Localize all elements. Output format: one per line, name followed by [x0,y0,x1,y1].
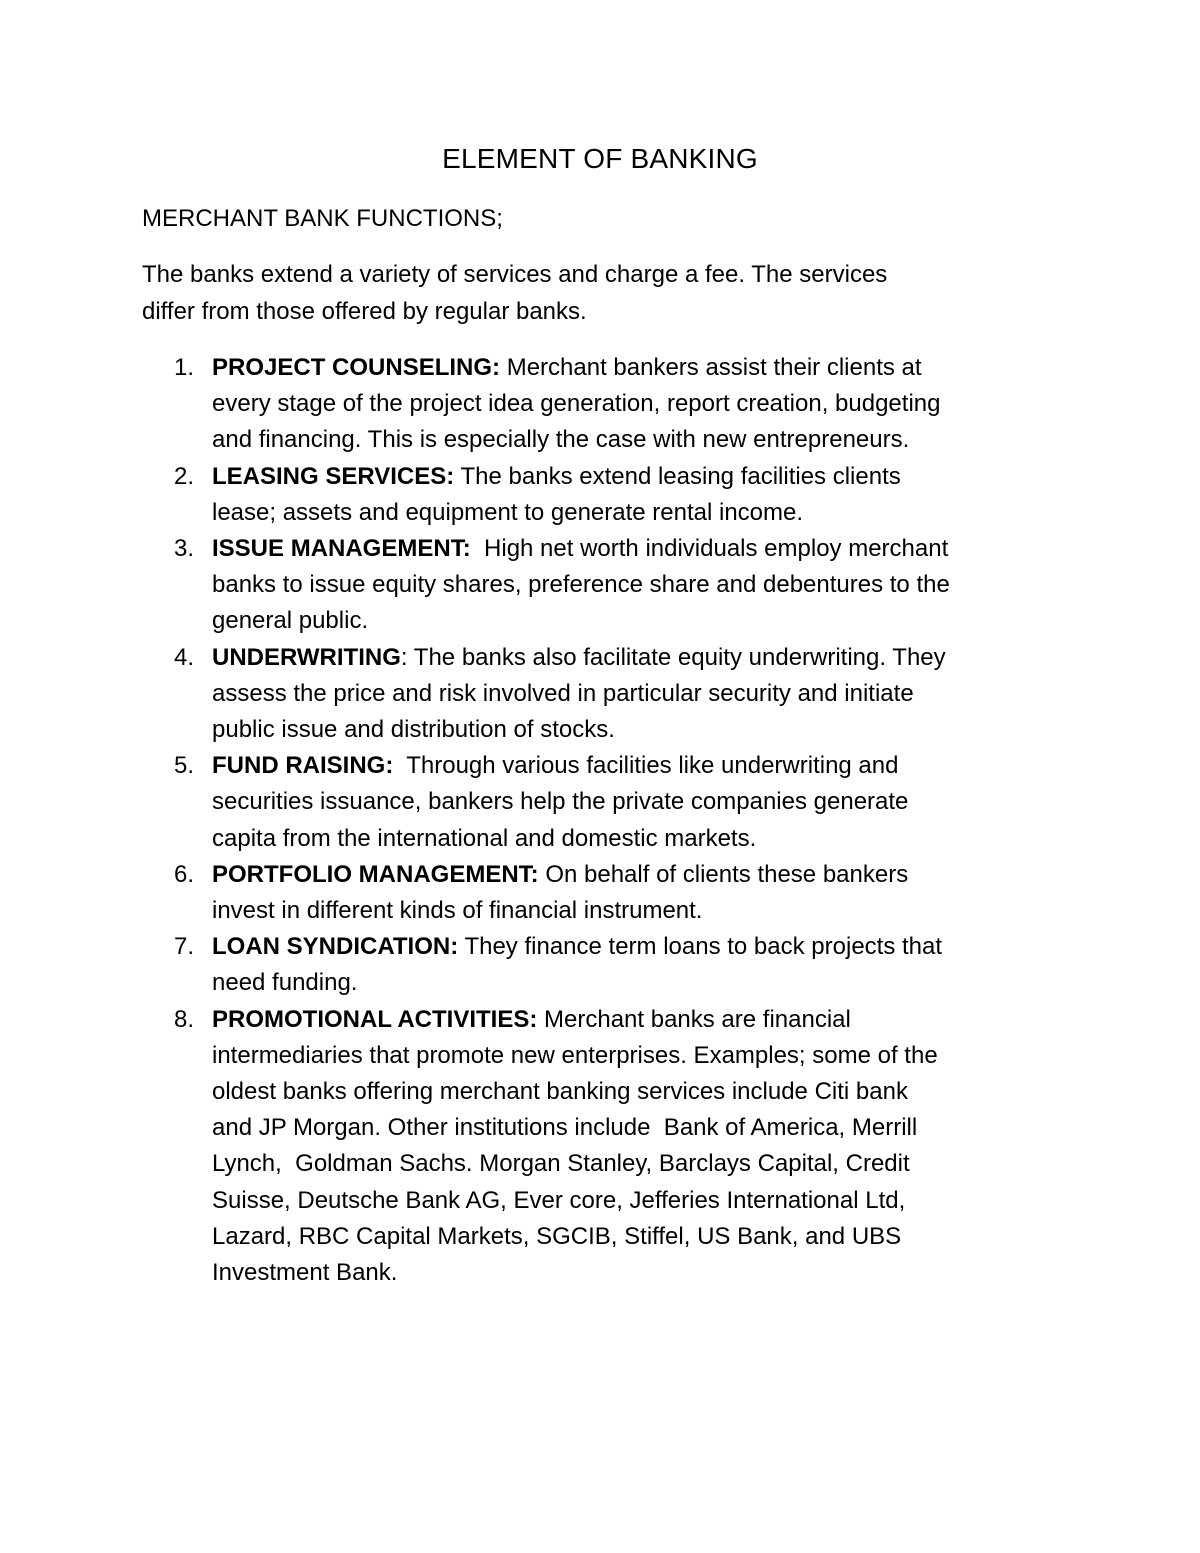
list-item-number: 1. [174,354,195,381]
list-item-number: 7. [174,933,195,961]
list-item-text: and financing. This is especially the case with new entrepreneurs. [212,426,910,454]
list-item [142,929,1072,1001]
list-item-text: every stage of the project idea generation, report creation, budgeting [212,390,941,418]
list-item-text: invest in different kinds of financial instrument. [212,897,703,925]
list-item [142,640,1072,749]
list-item-label: PROJECT COUNSELING: [212,354,501,381]
list-item-text: Merchant banks are financial [537,1005,851,1033]
list-item-text: intermediaries that promote new enterprises. Examples; some of the [212,1041,938,1069]
list-item-number: 4. [174,643,195,671]
intro-paragraph [142,257,1042,330]
section-heading: MERCHANT BANK FUNCTIONS; [142,205,503,232]
list-item-text: On behalf of clients these bankers [538,860,909,888]
list-item-first-line [212,748,1072,784]
list-item-number: 2. [174,462,195,490]
list-item-text: Lynch, Goldman Sachs. Morgan Stanley, Barclays Capital, Credit [212,1150,910,1178]
document-title: ELEMENT OF BANKING [442,143,758,174]
list-item-text: They finance term loans to back projects that [458,933,943,961]
list-item [142,531,1072,640]
list-item [142,350,1072,459]
list-item-text: High net worth individuals employ merchant [470,535,949,563]
list-item-text: lease; assets and equipment to generate rental income. [212,498,804,526]
list-item-label: LOAN SYNDICATION: [212,933,459,961]
list-item-text: Suisse, Deutsche Bank AG, Ever core, Jefferies International Ltd, [212,1186,906,1214]
list-item-label: FUND RAISING: [212,752,394,780]
list-item-first-line [212,640,1072,676]
list-item-first-line [212,350,1072,386]
list-item-label: UNDERWRITING [212,643,401,671]
list-item-text: Lazard, RBC Capital Markets, SGCIB, Stiffel, US Bank, and UBS [212,1222,902,1250]
list-item-text: The banks extend leasing facilities clients [454,462,901,490]
list-item-label: ISSUE MANAGEMENT: [212,535,471,563]
intro-line: The banks extend a variety of services and charge a fee. The services [142,261,888,288]
list-item-number: 8. [174,1005,195,1033]
list-item-text: and JP Morgan. Other institutions include Bank of America, Merrill [212,1114,918,1142]
list-item-first-line [212,929,1072,965]
list-item-text: Through various facilities like underwriting and [393,752,899,780]
list-item [142,1002,1072,1292]
intro-line: differ from those offered by regular banks. [142,297,587,325]
list-item-label: PROMOTIONAL ACTIVITIES: [212,1005,538,1033]
list-item-text: : The banks also facilitate equity underwriting. They [400,643,946,671]
list-item-text: general public. [212,607,369,635]
list-item-number: 5. [174,752,195,780]
list-item-text: public issue and distribution of stocks. [212,716,615,744]
list-item-text: capita from the international and domestic markets. [212,824,757,852]
list-item [142,748,1072,857]
list-item [142,857,1072,929]
list-item-first-line [212,459,1072,495]
list-item-label: PORTFOLIO MANAGEMENT: [212,860,539,888]
list-item-first-line [212,531,1072,567]
list-item-text: assess the price and risk involved in particular security and initiate [212,679,914,707]
list-item-text: oldest banks offering merchant banking services include Citi bank [212,1078,908,1106]
list-item-first-line [212,1002,1072,1038]
list-item-label: LEASING SERVICES: [212,462,455,490]
list-item-text: Investment Bank. [212,1259,398,1287]
list-item [142,459,1072,531]
functions-list [142,350,1072,1291]
list-item-text: securities issuance, bankers help the private companies generate [212,788,909,816]
list-item-text: Merchant bankers assist their clients at [500,354,922,381]
list-item-number: 3. [174,535,195,563]
list-item-number: 6. [174,860,195,888]
list-item-text: need funding. [212,969,358,997]
list-item-first-line [212,857,1072,893]
list-item-text: banks to issue equity shares, preference share and debentures to the [212,571,950,599]
